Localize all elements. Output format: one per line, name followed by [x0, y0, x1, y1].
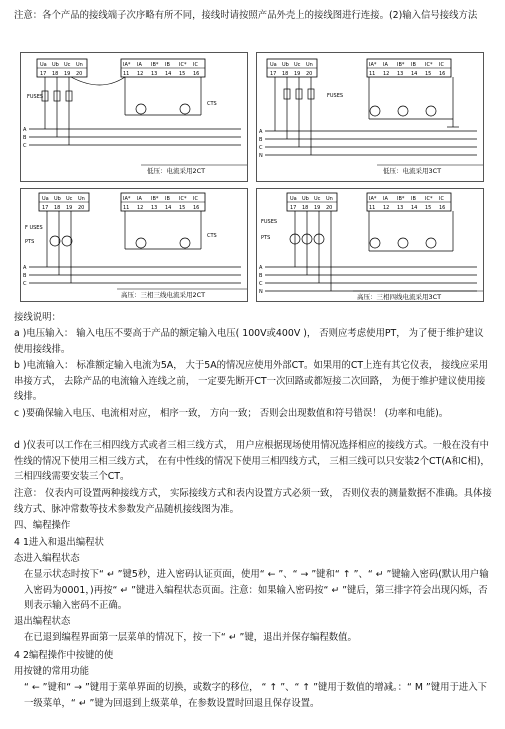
diagram-caption-3: 高压：三相三线电流采用2CT: [121, 291, 206, 299]
diagram-caption-4: 高压：三相四线电流采用3CT: [357, 293, 442, 301]
svg-text:11: 11: [123, 71, 130, 77]
section-4-2-para: “ ← ”键和“ → ”键用于菜单界面的切换，或数字的移位， “ ↑ ”、“ ↑ ”键用于数值的增减。：“ M ”键用于进入下一级菜单，“ ↵ ”键为回退到上级菜单，在参数设置时回退且保存设置。: [24, 682, 488, 709]
svg-text:Ub: Ub: [282, 62, 289, 68]
svg-text:13: 13: [151, 205, 158, 211]
svg-text:FUSES: FUSES: [27, 94, 44, 100]
svg-text:Uc: Uc: [314, 196, 321, 202]
svg-text:CTS: CTS: [207, 101, 217, 107]
svg-text:Uc: Uc: [66, 196, 73, 202]
svg-text:IA*: IA*: [123, 62, 131, 68]
svg-text:14: 14: [165, 205, 172, 211]
svg-text:IA*: IA*: [123, 196, 131, 202]
section-4-2-title: 4 2编程操作中按键的使: [14, 650, 114, 661]
svg-text:19: 19: [64, 71, 71, 77]
wiring-title: 接线说明：: [14, 312, 61, 323]
svg-text:IB*: IB*: [397, 62, 405, 68]
svg-text:17: 17: [270, 71, 277, 77]
svg-text:15: 15: [179, 205, 186, 211]
svg-text:Un: Un: [76, 62, 83, 68]
svg-text:17: 17: [42, 205, 49, 211]
svg-text:FUSES: FUSES: [327, 93, 344, 99]
section-4-title: 四、编程操作: [14, 520, 71, 531]
diagram-caption-1: 低压：电流采用2CT: [147, 167, 206, 175]
svg-text:Un: Un: [326, 196, 333, 202]
svg-text:B: B: [259, 137, 263, 143]
svg-text:IA*: IA*: [369, 196, 377, 202]
svg-text:Un: Un: [78, 196, 85, 202]
svg-text:IB*: IB*: [151, 196, 159, 202]
item-d: d )仪表可以工作在三相四线方式或者三相三线方式， 用户应根据现场使用情况选择相应的接线方式。一般在没有中性线的情况下使用三相三线方式， 在有中性线的情况下使用三相四线方式， 三相三线可以只安装2个CT(A和C相)， 三相四线需要安装三个CT。: [14, 440, 490, 483]
svg-text:19: 19: [314, 205, 321, 211]
svg-text:IB: IB: [165, 62, 170, 68]
svg-text:11: 11: [123, 205, 130, 211]
svg-text:IA: IA: [137, 196, 142, 202]
svg-text:C: C: [23, 143, 27, 149]
svg-text:Ua: Ua: [270, 62, 277, 68]
svg-text:A: A: [259, 265, 263, 271]
svg-text:11: 11: [369, 205, 376, 211]
svg-text:IC: IC: [193, 196, 198, 202]
svg-text:IA: IA: [383, 196, 388, 202]
section-4-1-para: 在显示状态时按下“ ↵ ”键5秒，进入密码认证页面，使用“ ← ”、“ → ”键和“ ↑ ”、“ ↵ ”键输入密码(默认用户输入密码为0001，)再按“ ↵ ”键进入编程状态页面。注意：如果输入密码按“ ↵ ”键后，第三排字符会出现闪烁，否则表示输入密码不正确。: [24, 569, 489, 612]
svg-text:20: 20: [76, 71, 83, 77]
svg-text:12: 12: [137, 205, 144, 211]
svg-text:11: 11: [369, 71, 376, 77]
note-top: 注意：各个产品的接线端子次序略有所不同，接线时请按照产品外壳上的接线图进行连接。(2)输入信号接线方法: [14, 10, 478, 21]
svg-text:IC*: IC*: [179, 196, 187, 202]
svg-text:14: 14: [411, 71, 418, 77]
svg-text:PTS: PTS: [261, 235, 271, 241]
svg-text:IA: IA: [137, 62, 142, 68]
svg-text:17: 17: [40, 71, 47, 77]
section-4-1-title: 4 1进入和退出编程状: [14, 537, 104, 548]
svg-text:IB*: IB*: [397, 196, 405, 202]
svg-text:16: 16: [193, 71, 200, 77]
svg-text:13: 13: [397, 71, 404, 77]
svg-text:18: 18: [52, 71, 59, 77]
svg-text:IB: IB: [411, 62, 416, 68]
svg-text:IC*: IC*: [179, 62, 187, 68]
svg-text:C: C: [259, 281, 263, 287]
svg-text:Uc: Uc: [294, 62, 301, 68]
svg-text:PTS: PTS: [25, 239, 35, 245]
line-a: A: [23, 127, 27, 133]
svg-text:Ua: Ua: [290, 196, 297, 202]
note: 注意： 仪表内可设置两种接线方式， 实际接线方式和表内设置方式必须一致， 否则仪表的测量数据不准确。具体接线方式、脉冲常数等技术参数发产品随机接线图为准。: [14, 488, 492, 515]
wiring-diagram-3: [20, 188, 248, 302]
svg-text:CTS: CTS: [207, 233, 217, 239]
svg-text:16: 16: [193, 205, 200, 211]
svg-text:14: 14: [411, 205, 418, 211]
svg-text:16: 16: [439, 71, 446, 77]
svg-text:IC: IC: [193, 62, 198, 68]
exit-para: 在已退到编程界面第一层菜单的情况下，按一下“ ↵ ”键，退出并保存编程数值。: [24, 632, 357, 643]
svg-text:N: N: [259, 153, 263, 159]
svg-text:A: A: [23, 265, 27, 271]
wiring-diagram-4: [256, 188, 484, 302]
svg-text:18: 18: [282, 71, 289, 77]
svg-text:FUSES: FUSES: [261, 219, 278, 225]
svg-text:18: 18: [302, 205, 309, 211]
svg-text:IB: IB: [165, 196, 170, 202]
svg-text:20: 20: [78, 205, 85, 211]
svg-text:12: 12: [383, 205, 390, 211]
svg-text:IC*: IC*: [425, 196, 433, 202]
svg-text:IB: IB: [411, 196, 416, 202]
svg-text:Ub: Ub: [54, 196, 61, 202]
svg-text:IA*: IA*: [369, 62, 377, 68]
svg-text:16: 16: [439, 205, 446, 211]
svg-text:18: 18: [54, 205, 61, 211]
svg-text:B: B: [23, 273, 27, 279]
svg-text:15: 15: [425, 71, 432, 77]
svg-text:13: 13: [397, 205, 404, 211]
svg-text:IC*: IC*: [425, 62, 433, 68]
svg-text:C: C: [259, 145, 263, 151]
section-4-1-sub: 态进入编程状态: [14, 553, 80, 564]
svg-text:Ub: Ub: [52, 62, 59, 68]
svg-text:Ub: Ub: [302, 196, 309, 202]
v-label: Ua: [40, 62, 47, 68]
svg-text:B: B: [259, 273, 263, 279]
svg-text:19: 19: [294, 71, 301, 77]
item-c: c )要确保输入电压、电流相对应， 相序一致， 方向一致； 否则会出现数值和符号错误！ (功率和电能)。: [14, 408, 449, 419]
svg-text:20: 20: [326, 205, 333, 211]
svg-text:B: B: [23, 135, 27, 141]
item-a: a )电压输入： 输入电压不要高于产品的额定输入电压( 100V或400V )， 否则应考虑使用PT， 为了便于维护建议使用接线排。: [14, 328, 484, 355]
svg-text:F USES: F USES: [25, 225, 43, 231]
svg-text:14: 14: [165, 71, 172, 77]
svg-text:IA: IA: [383, 62, 388, 68]
section-4-2-sub: 用按键的常用功能: [14, 666, 90, 677]
item-b: b )电流输入： 标准额定输入电流为5A， 大于5A的情况应使用外部CT。如果用的CT上连有其它仪表， 接线应采用串接方式， 去除产品的电流输入连线之前， 一定要先断开CT一次回路或都短接二次回路， 为便于维护建议使用接线排。: [14, 360, 488, 403]
svg-text:17: 17: [290, 205, 297, 211]
wiring-diagram-2: [256, 52, 484, 182]
svg-text:15: 15: [425, 205, 432, 211]
svg-text:12: 12: [383, 71, 390, 77]
svg-text:Ua: Ua: [42, 196, 49, 202]
svg-text:Un: Un: [306, 62, 313, 68]
svg-text:C: C: [23, 281, 27, 287]
svg-text:15: 15: [179, 71, 186, 77]
exit-title: 退出编程状态: [14, 616, 71, 627]
svg-text:13: 13: [151, 71, 158, 77]
svg-text:A: A: [259, 129, 263, 135]
svg-text:N: N: [259, 289, 263, 295]
svg-text:IC: IC: [439, 62, 444, 68]
svg-text:IC: IC: [439, 196, 444, 202]
diagram-caption-2: 低压：电流采用3CT: [383, 167, 442, 175]
svg-text:12: 12: [137, 71, 144, 77]
wiring-diagram-1: [20, 52, 248, 182]
svg-text:19: 19: [66, 205, 73, 211]
svg-text:Uc: Uc: [64, 62, 71, 68]
svg-text:20: 20: [306, 71, 313, 77]
svg-text:IB*: IB*: [151, 62, 159, 68]
